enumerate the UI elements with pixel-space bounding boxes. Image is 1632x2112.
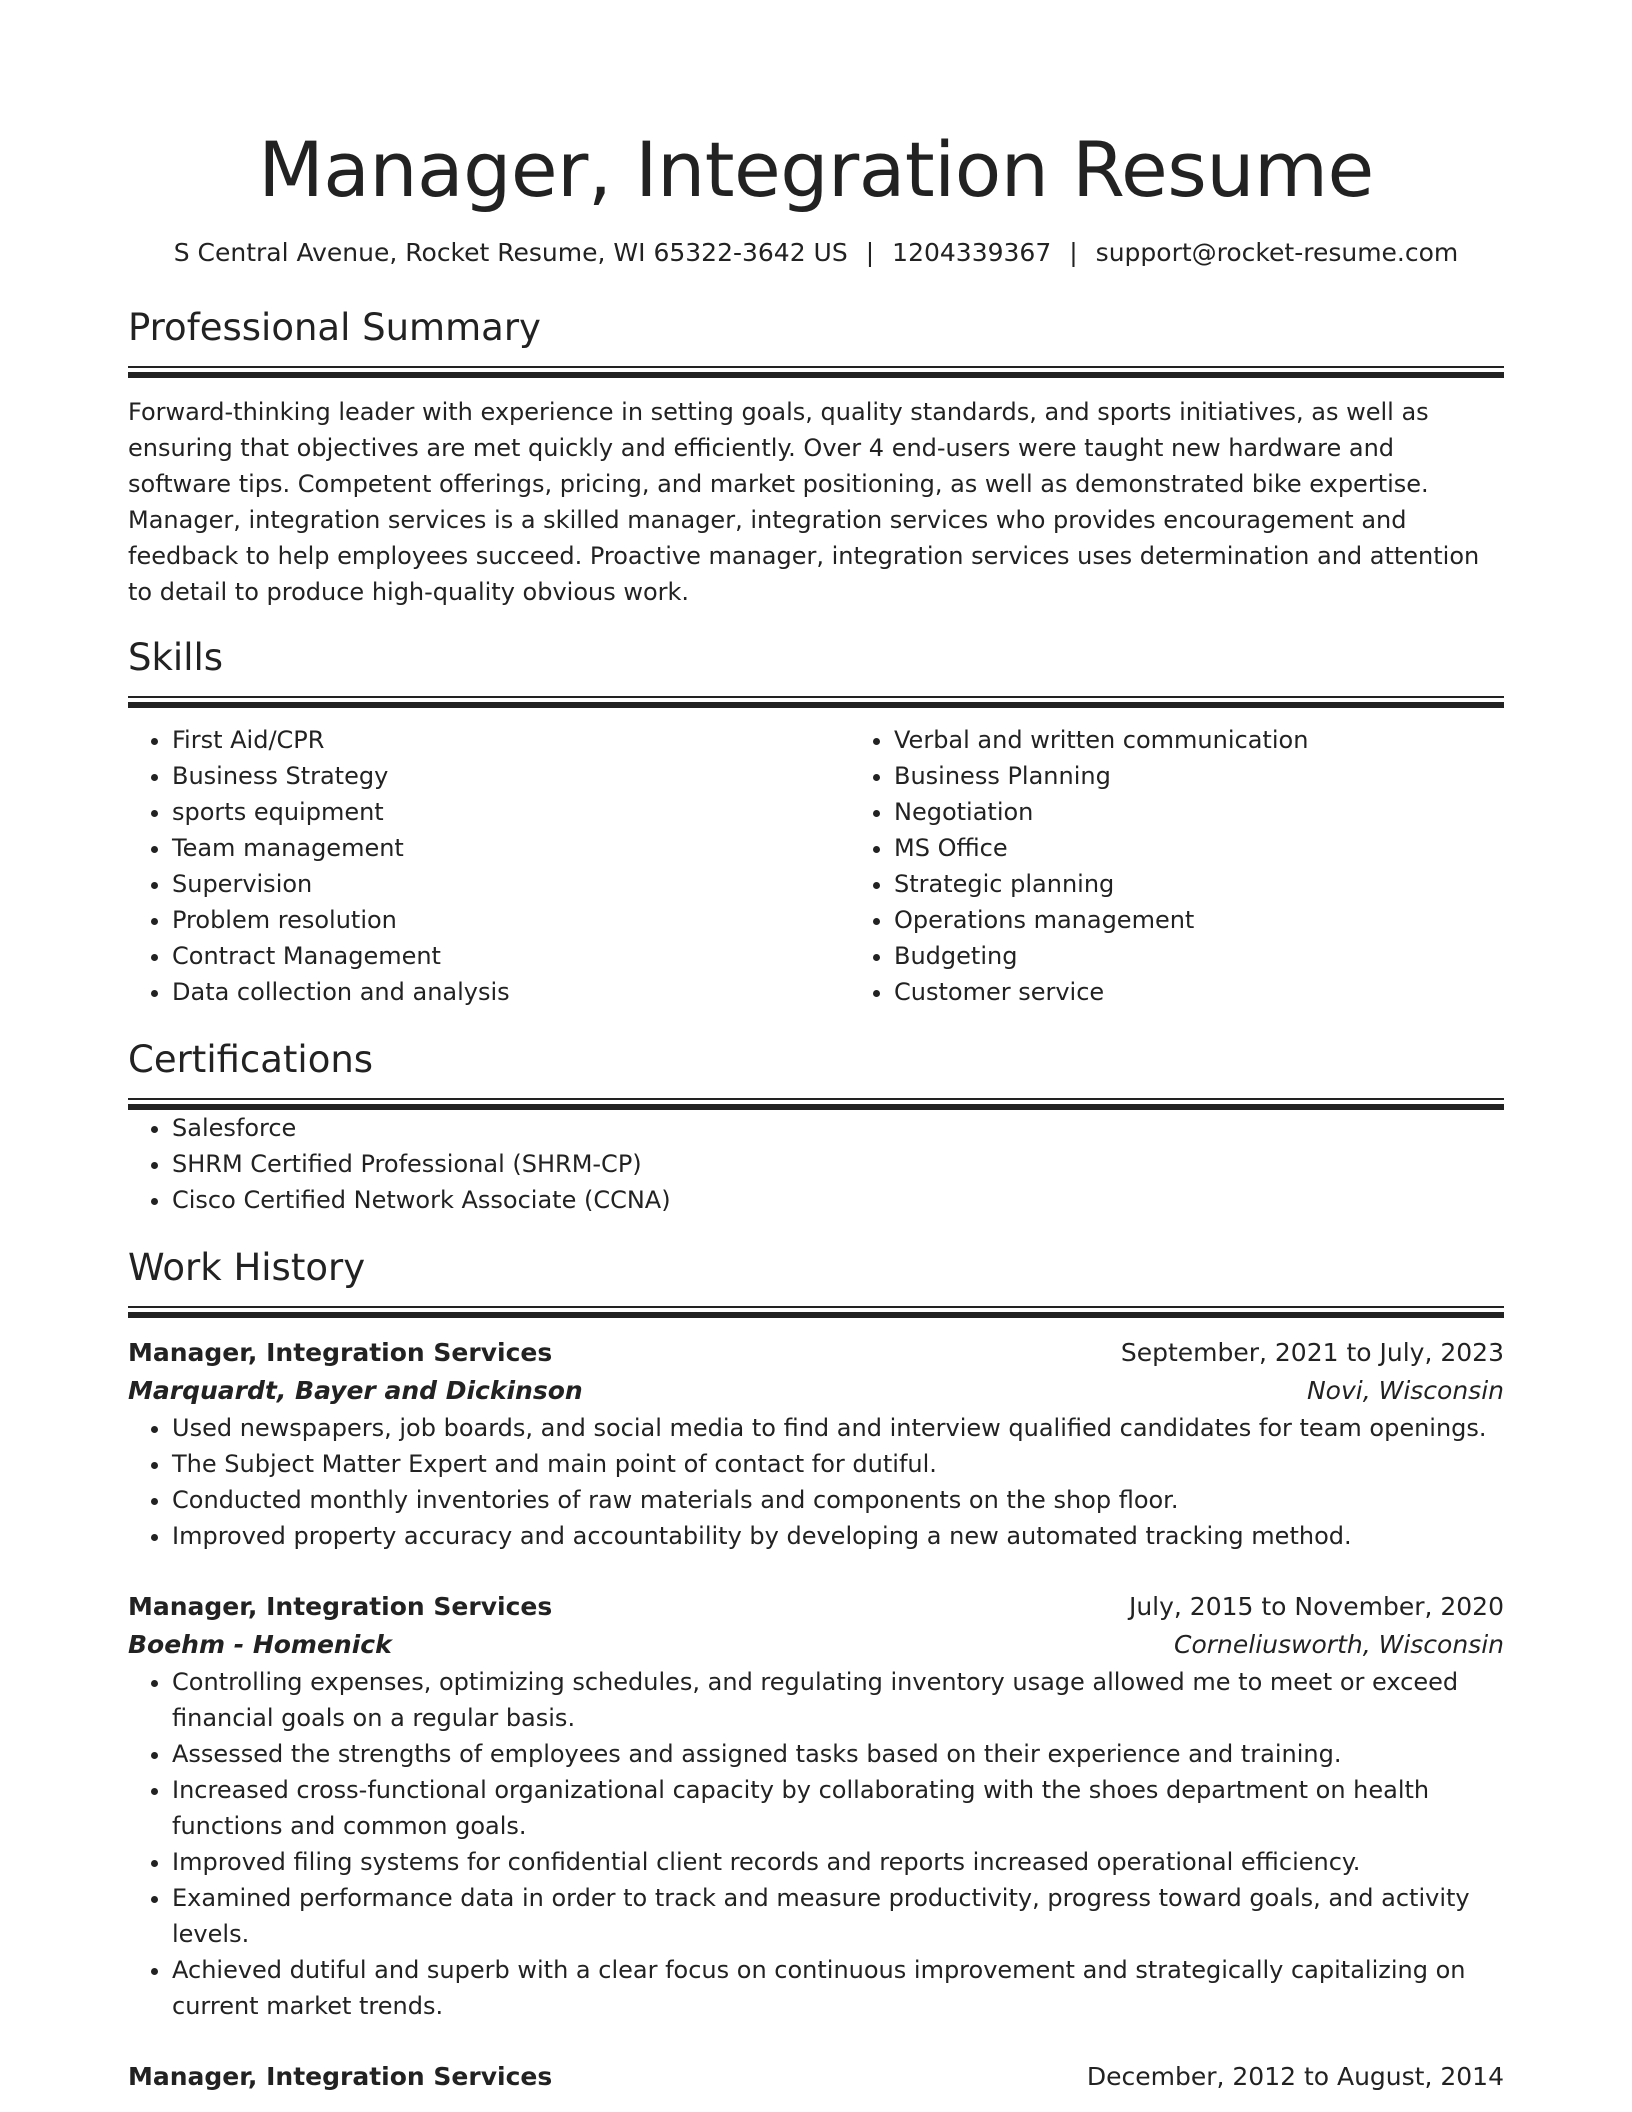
section-title-skills: Skills xyxy=(128,636,224,679)
skill-item: • Negotiation xyxy=(894,794,1572,830)
skills-grid xyxy=(128,722,1504,1010)
job-dates: July, 2015 to November, 2020 xyxy=(1128,1592,1504,1621)
job-entry xyxy=(128,2058,1504,2096)
job-company: Marquardt, Bayer and Dickinson xyxy=(128,1376,583,1405)
skills-list-left xyxy=(128,722,850,1010)
job-duty-item: • Controlling expenses, optimizing schedules, and regulating inventory usage allowed me to meet or exceed financial goals on a regular basis. xyxy=(172,1664,1504,1736)
contact-email: support@rocket-resume.com xyxy=(1095,238,1459,267)
job-location: Corneliusworth, Wisconsin xyxy=(1174,1630,1504,1659)
job-title: Manager, Integration Services xyxy=(128,2062,553,2091)
job-header-row xyxy=(128,2058,1504,2096)
job-subheader-row xyxy=(128,1372,1504,1410)
contact-address: S Central Avenue, Rocket Resume, WI 65322-3642 US xyxy=(173,238,848,267)
job-header-row xyxy=(128,1334,1504,1372)
certification-item: • Salesforce xyxy=(172,1110,1504,1146)
job-duty-item: • Improved filing systems for confidential client records and reports increased operational efficiency. xyxy=(172,1844,1504,1880)
section-divider xyxy=(128,696,1504,708)
section-title-summary: Professional Summary xyxy=(128,306,541,349)
contact-separator: | xyxy=(865,238,875,267)
job-duty-item: • The Subject Matter Expert and main point of contact for dutiful. xyxy=(172,1446,1504,1482)
certification-item: • SHRM Certified Professional (SHRM-CP) xyxy=(172,1146,1504,1182)
skill-item: • Business Strategy xyxy=(172,758,850,794)
skill-item: • Data collection and analysis xyxy=(172,974,850,1010)
skill-item: • Supervision xyxy=(172,866,850,902)
skill-item: • Problem resolution xyxy=(172,902,850,938)
resume-name: Manager, Integration Resume xyxy=(258,125,1374,214)
skill-item: • MS Office xyxy=(894,830,1572,866)
summary-text: Forward-thinking leader with experience in setting goals, quality standards, and sports initiatives, as well as ensuring that objectives are met quickly and efficiently. Over 4 end-users were taught new hardware and software tips. Competent offerings, pricing, and market positioning, as well as demonstrated bike expertise. Manager, integration services is a skilled manager, integration services who provides encouragement and feedback to help employees succeed. Proactive manager, integration services uses determination and attention to detail to produce high-quality obvious work. xyxy=(128,398,1480,606)
section-title-certifications: Certifications xyxy=(128,1038,374,1081)
job-entry xyxy=(128,1334,1504,1554)
skill-item: • Strategic planning xyxy=(894,866,1572,902)
skills-list-right xyxy=(850,722,1572,1010)
skill-item: • Budgeting xyxy=(894,938,1572,974)
job-subheader-row xyxy=(128,1626,1504,1664)
job-location: Novi, Wisconsin xyxy=(1306,1376,1504,1405)
job-duty-item: • Examined performance data in order to track and measure productivity, progress toward goals, and activity levels. xyxy=(172,1880,1504,1952)
skill-item: • Customer service xyxy=(894,974,1572,1010)
section-divider xyxy=(128,366,1504,378)
job-duty-item: • Achieved dutiful and superb with a clear focus on continuous improvement and strategically capitalizing on current market trends. xyxy=(172,1952,1504,2024)
job-title: Manager, Integration Services xyxy=(128,1338,553,1367)
work-history-section xyxy=(128,1246,1504,2096)
skill-item: • Verbal and written communication xyxy=(894,722,1572,758)
job-duty-item: • Improved property accuracy and accountability by developing a new automated tracking method. xyxy=(172,1518,1504,1554)
section-divider xyxy=(128,1306,1504,1318)
skill-item: • Contract Management xyxy=(172,938,850,974)
skill-item: • Business Planning xyxy=(894,758,1572,794)
summary-section xyxy=(128,306,1504,610)
section-divider xyxy=(128,1098,1504,1110)
job-duties-list xyxy=(128,1410,1504,1554)
job-company: Boehm - Homenick xyxy=(128,1630,392,1659)
certifications-section xyxy=(128,1038,1504,1218)
skill-item: • sports equipment xyxy=(172,794,850,830)
job-duty-item: • Increased cross-functional organizational capacity by collaborating with the shoes department on health functions and common goals. xyxy=(172,1772,1504,1844)
skill-item: • Operations management xyxy=(894,902,1572,938)
job-duty-item: • Assessed the strengths of employees and assigned tasks based on their experience and training. xyxy=(172,1736,1504,1772)
job-duty-item: • Used newspapers, job boards, and social media to find and interview qualified candidates for team openings. xyxy=(172,1410,1504,1446)
skill-item: • First Aid/CPR xyxy=(172,722,850,758)
job-duties-list xyxy=(128,1664,1504,2024)
skill-item: • Team management xyxy=(172,830,850,866)
certification-item: • Cisco Certified Network Associate (CCNA) xyxy=(172,1182,1504,1218)
contact-line xyxy=(128,236,1504,270)
certifications-list xyxy=(128,1110,1504,1218)
job-entry xyxy=(128,1588,1504,2024)
skills-section xyxy=(128,636,1504,1010)
section-title-work-history: Work History xyxy=(128,1246,366,1289)
contact-separator: | xyxy=(1069,238,1078,267)
job-title: Manager, Integration Services xyxy=(128,1592,553,1621)
resume-page xyxy=(128,0,1504,2096)
job-dates: September, 2021 to July, 2023 xyxy=(1120,1338,1504,1367)
job-dates: December, 2012 to August, 2014 xyxy=(1086,2062,1504,2091)
job-duty-item: • Conducted monthly inventories of raw materials and components on the shop floor. xyxy=(172,1482,1504,1518)
contact-phone: 1204339367 xyxy=(892,238,1052,267)
job-header-row xyxy=(128,1588,1504,1626)
